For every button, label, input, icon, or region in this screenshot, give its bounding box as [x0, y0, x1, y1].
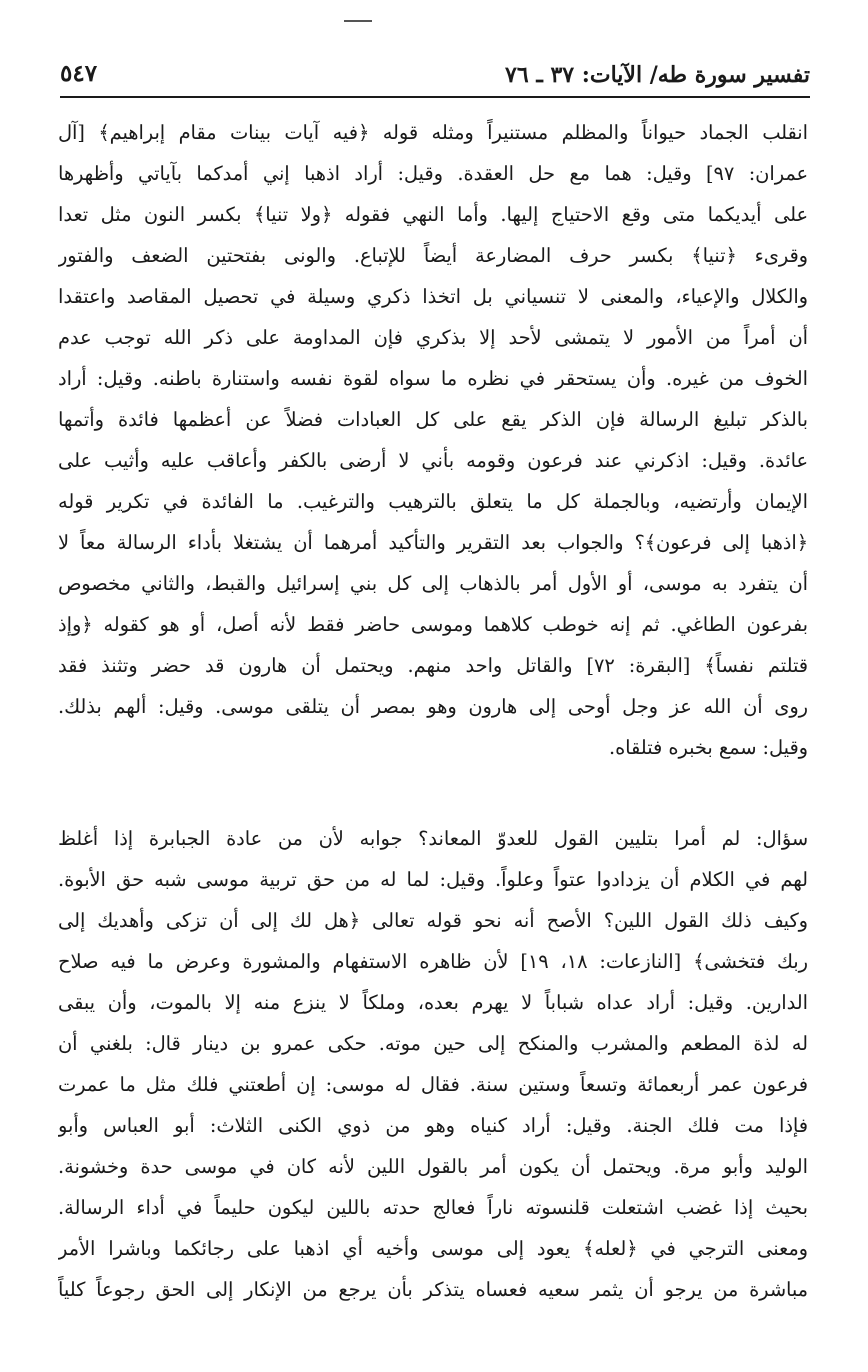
- text-line: فإذا مت فلك الجنة. وقيل: أراد كنياه وهو من ذوي الكنى الثلاث: أبو العباس وأبو: [58, 1114, 808, 1137]
- page-number: ٥٤٧: [60, 60, 98, 87]
- text-line: وقيل: سمع بخبره فتلقاه.: [608, 736, 808, 759]
- scan-mark: [344, 20, 372, 22]
- text-line: والكلال والإعياء، والمعنى لا تنسياني بل اتخذا ذكري وسيلة في تحصيل المقاصد واعتقدا: [58, 285, 808, 308]
- text-line: فرعون عمر أربعمائة وتسعاً وستين سنة. فقال له موسى: إن أطعتني فلك مثل ما عمرت: [58, 1073, 808, 1096]
- text-line: الوليد وأبو مرة. ويحتمل أن يكون أمر بالقول اللين لأنه كان في موسى حدة وخشونة.: [58, 1155, 808, 1178]
- text-line: مباشرة من يرجو أن يثمر سعيه فعساه يتذكر بأن يرجع من الإنكار إلى الحق رجوعاً كلياً: [58, 1278, 808, 1301]
- text-line: انقلب الجماد حيواناً والمظلم مستنيراً ومثله قوله ﴿فيه آيات بينات مقام إبراهيم﴾ [آل: [58, 121, 808, 144]
- text-line: الدارين. وقيل: أراد عداه شباباً لا يهرم بعده، وملكاً لا ينزع منه إلا بالموت، وأن يبقى: [58, 991, 808, 1014]
- text-line: لهم في الكلام أن يزدادوا عتواً وعلواً. وقيل: لما له من حق تربية موسى شبه حق الأبوة.: [58, 868, 808, 891]
- text-line: له لذة المطعم والمشرب والمنكح إلى حين موته. حكى عمرو بن دينار قال: بلغني أن: [58, 1032, 808, 1055]
- text-line: بحيث إذا غضب اشتعلت قلنسوته ناراً فعالج حدته باللين ليكون حليماً في أداء الرسالة.: [58, 1196, 808, 1219]
- header-rule: [60, 96, 810, 98]
- text-line: الإيمان وأرتضيه، وبالجملة كل ما يتعلق بالترهيب والترغيب. ما الفائدة في تكرير قوله: [58, 490, 808, 513]
- text-line: روى أن الله عز وجل أوحى إلى هارون وهو بمصر أن يتلقى موسى. وقيل: ألهم بذلك.: [58, 695, 808, 718]
- text-line: بفرعون الطاغي. ثم إنه خوطب كلاهما وموسى حاضر فقط لأنه أصل، أو هو كقوله ﴿وإذ: [58, 613, 808, 636]
- text-line: وقرىء ﴿تنيا﴾ بكسر حرف المضارعة أيضاً للإتباع. والونى بفتحتين الضعف والفتور: [58, 244, 808, 267]
- paragraph-2: [58, 818, 808, 1310]
- text-line: ﴿اذهبا إلى فرعون﴾؟ والجواب بعد التقرير والتأكيد أمرهما أن يشتغلا بأداء الرسالة معاً لا: [58, 531, 808, 554]
- paragraph-1: [58, 112, 808, 768]
- text-line: على أيديكما متى وقع الاحتياج إليها. وأما النهي فقوله ﴿ولا تنيا﴾ بكسر النون مثل تعدا: [58, 203, 808, 226]
- text-line: وكيف ذلك القول اللين؟ الأصح أنه نحو قوله تعالى ﴿هل لك إلى أن تزكى وأهديك إلى: [58, 909, 808, 932]
- text-line: أن يتفرد به موسى، أو الأول أمر بالذهاب إلى كل بني إسرائيل والقبط، والثاني مخصوص: [58, 572, 808, 595]
- text-line: ربك فتخشى﴾ [النازعات: ١٨، ١٩] لأن ظاهره الاستفهام والمشورة وعرض ما فيه صلاح: [58, 950, 808, 973]
- text-line: أن أمراً من الأمور لا يتمشى لأحد إلا بذكري فإن المداومة على ذكر الله توجب عدم: [58, 326, 808, 349]
- text-line: الخوف من غيره. وأن يستحقر في نظره ما سواه لقوة نفسه واستنارة باطنه. وقيل: أراد: [58, 367, 808, 390]
- text-line: قتلتم نفساً﴾ [البقرة: ٧٢] والقاتل واحد منهم. ويحتمل أن هارون قد حضر وتثنذ فقد: [58, 654, 808, 677]
- running-title: تفسير سورة طه/ الآيات: ٣٧ ـ ٧٦: [505, 62, 810, 88]
- text-line: عمران: ٩٧] وقيل: هما مع حل العقدة. وقيل: أراد اذهبا إني أمدكما بآياتي وأظهرها: [58, 162, 808, 185]
- text-line: سؤال: لم أمرا بتليين القول للعدوّ المعاند؟ جوابه لأن من عادة الجبابرة إذا أغلظ: [58, 827, 808, 850]
- page-header: [60, 58, 810, 98]
- text-line: بالذكر تبليغ الرسالة فإن الذكر يقع على كل العبادات فضلاً عن أعظمها فائدة وأتمها: [58, 408, 808, 431]
- text-line: عائدة. وقيل: اذكرني عند فرعون وقومه بأني لا أرضى بالكفر وأعاقب عليه وأثيب على: [58, 449, 808, 472]
- text-line: ومعنى الترجي في ﴿لعله﴾ يعود إلى موسى وأخيه أي اذهبا على رجائكما وباشرا الأمر: [58, 1237, 808, 1260]
